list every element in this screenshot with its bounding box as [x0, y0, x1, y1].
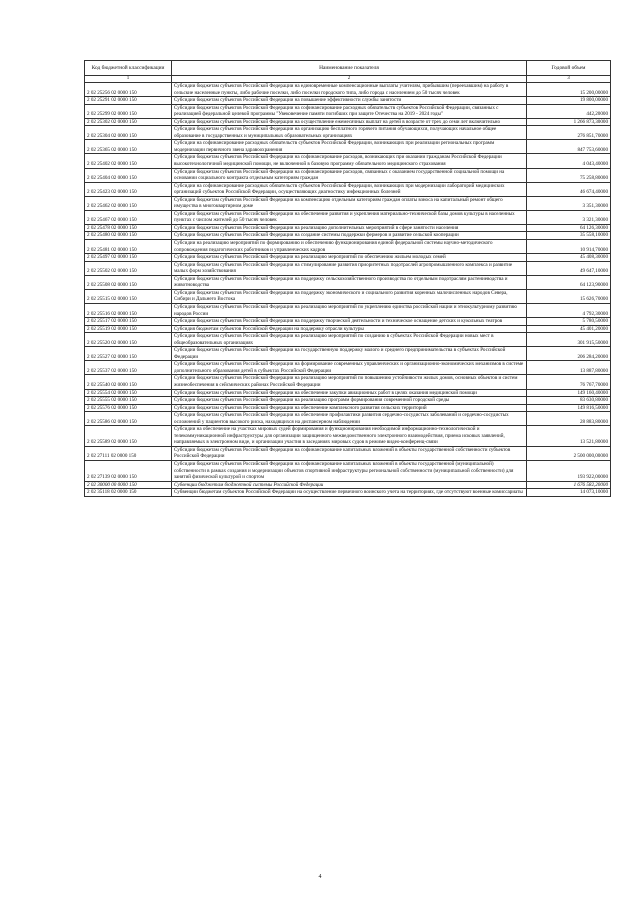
- row-amount: 1 266 873,30000: [527, 118, 611, 126]
- row-name: Субсидия бюджетам субъектов Российской Федерации на поддержку отрасли культуры: [172, 325, 527, 333]
- budget-table: [84, 60, 611, 497]
- row-amount: 13 887,80000: [527, 361, 611, 375]
- row-amount: 14 073,10000: [527, 489, 611, 497]
- row-amount: 49 647,10000: [527, 261, 611, 275]
- row-amount: 847 753,60000: [527, 140, 611, 154]
- row-code: 2 02 25527 02 0000 150: [85, 347, 172, 361]
- table-row: [85, 404, 611, 412]
- table-row-subtotal: [85, 481, 611, 489]
- row-name: Субвенции бюджетам бюджетной системы Российской Федерации: [172, 481, 527, 489]
- row-code: 2 02 25256 02 0000 150: [85, 83, 172, 97]
- row-amount: 3 351,30000: [527, 196, 611, 210]
- row-code: 2 02 25302 02 0000 150: [85, 118, 172, 126]
- row-code: 2 02 30000 00 0000 150: [85, 481, 172, 489]
- table-row: [85, 389, 611, 397]
- row-amount: 442,20000: [527, 104, 611, 118]
- row-code: 2 02 35118 02 0000 150: [85, 489, 172, 497]
- table-row: [85, 154, 611, 168]
- row-name: Субсидии бюджетам субъектов Российской Федерации на реализацию мероприятий по созданию в субъектах Российской Федерации новых мест в общеобразовательных организациях: [172, 333, 527, 347]
- row-amount: 15 200,00000: [527, 83, 611, 97]
- table-row: [85, 182, 611, 196]
- row-amount: 83 630,80000: [527, 397, 611, 405]
- column-number-2: 2: [172, 76, 527, 83]
- row-amount: 35 558,10000: [527, 232, 611, 240]
- row-name: Субсидии бюджетам субъектов Российской Федерации на единовременные компенсационные выплаты учителям, прибывшим (переехавшим) на работу в сельские населенные пункты, либо рабочие поселки, либо поселки городского типа, либо города с населением до 50 тысяч человек: [172, 83, 527, 97]
- row-amount: 75 258,80000: [527, 168, 611, 182]
- table-row: [85, 224, 611, 232]
- row-code: 2 02 25480 02 0000 150: [85, 232, 172, 240]
- row-name: Субсидии бюджетам субъектов Российской Федерации на софинансирование капитальных вложений в объекты государственной (муниципальной) собственности в рамках создания и модернизации объектов спортивной инфраструктуры региональной собственности (муниципальной собственности) для занятий физической культурой и спортом: [172, 460, 527, 481]
- row-code: 2 02 25462 02 0000 150: [85, 196, 172, 210]
- row-code: 2 02 25481 02 0000 150: [85, 240, 172, 254]
- row-name: Субсидии бюджетам субъектов Российской Федерации на повышение эффективности службы занятости: [172, 97, 527, 105]
- row-code: 2 02 27139 02 0000 150: [85, 460, 172, 481]
- row-name: Субсидии бюджетам субъектов Российской Федерации на реализацию мероприятий по повышению устойчивости жилых домов, основных объектов и систем жизнеобеспечения в сейсмических районах Российской Федерации: [172, 375, 527, 389]
- table-row: [85, 104, 611, 118]
- row-code: 2 02 25467 02 0000 150: [85, 210, 172, 224]
- row-amount: 5 780,50000: [527, 318, 611, 326]
- row-code: 2 02 25516 02 0000 150: [85, 303, 172, 317]
- row-amount: 15 626,70000: [527, 289, 611, 303]
- row-amount: 45 408,30000: [527, 254, 611, 262]
- row-name: Субсидии бюджетам субъектов Российской Федерации на создание системы поддержки фермеров и развитие сельской кооперации: [172, 232, 527, 240]
- header-amount: Годовой объем: [527, 61, 611, 76]
- row-amount: 28 883,80000: [527, 412, 611, 426]
- table-row: [85, 361, 611, 375]
- row-name: Субсидии бюджетам субъектов Российской Федерации на обеспечение профилактики развития сердечно-сосудистых заболеваний и сердечно-сосудистых осложнений у пациентов высокого риска, находящихся на диспансерном наблюдении: [172, 412, 527, 426]
- row-code: 2 02 25497 02 0000 150: [85, 254, 172, 262]
- row-name: Субсидии на софинансирование расходных обязательств субъектов Российской Федерации, возникающих при модернизации лабораторий медицинских организаций субъектов Российской Федерации, осуществляющих диагностику инфекционных болезней: [172, 182, 527, 196]
- row-name: Субсидии бюджетам субъектов Российской Федерации на реализацию мероприятий по укреплению единства российской нации и этнокультурному развитию народов России: [172, 303, 527, 317]
- row-code: 2 02 25291 02 0000 150: [85, 97, 172, 105]
- row-code: 2 02 25586 02 0000 150: [85, 412, 172, 426]
- row-code: 2 02 25589 02 0000 150: [85, 426, 172, 447]
- header-code: Код бюджетной классификации: [85, 61, 172, 76]
- row-name: Субсидии на обеспечение на участках мировых судей формирования и функционирования необходимой информационно-технологической и телекоммуникационной инфраструктуры для организации защищенного межведомственного электронного взаимодействия, приема исковых заявлений, направляемых в электронном виде, и организации участия в заседаниях мировых судов в режиме видео-конференц-связи: [172, 426, 527, 447]
- table-row: [85, 140, 611, 154]
- row-name: Субсидии бюджетам субъектов Российской Федерации на реализацию дополнительных мероприятий в сфере занятости населения: [172, 224, 527, 232]
- table-row: [85, 97, 611, 105]
- table-row: [85, 460, 611, 481]
- table-row: [85, 240, 611, 254]
- table-row: [85, 118, 611, 126]
- table-row: [85, 210, 611, 224]
- row-amount: 76 767,70000: [527, 375, 611, 389]
- row-amount: 193 922,00000: [527, 460, 611, 481]
- row-name: Субсидии бюджетам субъектов Российской Федерации на обеспечение закупки авиационных работ в целях оказания медицинской помощи: [172, 389, 527, 397]
- table-row: [85, 289, 611, 303]
- row-name: Субсидии бюджетам субъектов Российской Федерации на стимулирование развития приоритетных подотраслей агропромышленного комплекса и развитие малых форм хозяйствования: [172, 261, 527, 275]
- row-code: 2 02 25478 02 0000 150: [85, 224, 172, 232]
- row-amount: 4 792,30000: [527, 303, 611, 317]
- row-code: 2 02 25508 02 0000 150: [85, 275, 172, 289]
- row-name: Субсидии бюджетам субъектов Российской Федерации на реализацию мероприятий по обеспечению жильем молодых семей: [172, 254, 527, 262]
- row-name: Субсидии бюджетам субъектов Российской Федерации на компенсацию отдельным категориям граждан оплаты взноса на капитальный ремонт общего имущества в многоквартирном доме: [172, 196, 527, 210]
- row-name: Субсидии бюджетам субъектов Российской Федерации на поддержку сельскохозяйственного производства по отдельным подотраслям растениеводства и животноводства: [172, 275, 527, 289]
- table-row: [85, 325, 611, 333]
- table-row: [85, 397, 611, 405]
- row-amount: 19 800,00000: [527, 97, 611, 105]
- row-code: 2 02 25404 02 0000 150: [85, 168, 172, 182]
- row-amount: 206 284,20000: [527, 347, 611, 361]
- row-name: Субвенции бюджетам субъектов Российской Федерации на осуществление первичного воинского учета на территориях, где отсутствуют военные комиссариаты: [172, 489, 527, 497]
- row-code: 2 02 25402 02 0000 150: [85, 154, 172, 168]
- row-name: Субсидии бюджетам субъектов Российской Федерации на поддержку экономического и социального развития коренных малочисленных народов Севера, Сибири и Дальнего Востока: [172, 289, 527, 303]
- table-row: [85, 254, 611, 262]
- table-row: [85, 83, 611, 97]
- row-amount: 2 500 000,00000: [527, 446, 611, 460]
- table-row: [85, 232, 611, 240]
- row-code: 2 02 25520 02 0000 150: [85, 333, 172, 347]
- table-column-numbers-row: [85, 76, 611, 83]
- row-code: 2 02 25304 02 0000 150: [85, 126, 172, 140]
- row-amount: 46 674,40000: [527, 182, 611, 196]
- row-name: Субсидии бюджетам субъектов Российской Федерации на государственную поддержку малого и среднего предпринимательства в субъектах Российской Федерации: [172, 347, 527, 361]
- table-row: [85, 261, 611, 275]
- row-code: 2 02 25502 02 0000 150: [85, 261, 172, 275]
- row-name: Субсидии бюджетам субъектов Российской Федерации на софинансирование расходных обязательств субъектов Российской Федерации, связанных с реализацией федеральной целевой программы "Увековечение памяти погибших при защите Отечества на 2019 - 2024 годы": [172, 104, 527, 118]
- row-amount: 64 123,90000: [527, 275, 611, 289]
- header-name: Наименование показателя: [172, 61, 527, 76]
- row-amount: 3 321,30000: [527, 210, 611, 224]
- table-row: [85, 303, 611, 317]
- row-amount: 64 126,30000: [527, 224, 611, 232]
- row-code: 2 02 25554 02 0000 150: [85, 389, 172, 397]
- table-row: [85, 196, 611, 210]
- row-code: 2 02 25555 02 0000 150: [85, 397, 172, 405]
- row-name: Субсидии на софинансирование расходных обязательств субъектов Российской Федерации, возникающих при реализации региональных программ модернизации первичного звена здравоохранения: [172, 140, 527, 154]
- table-row: [85, 168, 611, 182]
- row-code: 2 02 25515 02 0000 150: [85, 289, 172, 303]
- row-code: 2 02 25423 02 0000 150: [85, 182, 172, 196]
- table-row: [85, 275, 611, 289]
- row-name: Субсидии бюджетам субъектов Российской Федерации на обеспечение комплексного развития сельских территорий: [172, 404, 527, 412]
- row-code: 2 02 25365 02 0000 150: [85, 140, 172, 154]
- row-amount: 149 160,40000: [527, 389, 611, 397]
- page-number: 4: [318, 874, 322, 880]
- row-code: 2 02 25517 02 0000 150: [85, 318, 172, 326]
- row-amount: 45 401,20000: [527, 325, 611, 333]
- row-code: 2 02 25299 02 0000 150: [85, 104, 172, 118]
- row-name: Субсидии на реализацию мероприятий по формированию и обеспечению функционирования единой федеральной системы научно-методического сопровождения педагогических работников и управленческих кадров: [172, 240, 527, 254]
- column-number-3: 3: [527, 76, 611, 83]
- row-name: Субсидии бюджетам субъектов Российской Федерации на реализацию программ формирования современной городской среды: [172, 397, 527, 405]
- row-amount: 13 521,80000: [527, 426, 611, 447]
- row-code: 2 02 25576 02 0000 150: [85, 404, 172, 412]
- row-code: 2 02 27111 02 0000 150: [85, 446, 172, 460]
- row-amount: 1 676 582,20000: [527, 481, 611, 489]
- table-header-row: [85, 61, 611, 76]
- row-name: Субсидии бюджетам субъектов Российской Федерации на осуществление ежемесячных выплат на детей в возрасте от трех до семи лет включительно: [172, 118, 527, 126]
- row-name: Субсидии бюджетам субъектов Российской Федерации на софинансирование капитальных вложений в объекты государственной собственности субъектов Российской Федерации: [172, 446, 527, 460]
- row-name: Субсидии бюджетам субъектов Российской Федерации на поддержку творческой деятельности и техническое оснащение детских и кукольных театров: [172, 318, 527, 326]
- table-row: [85, 333, 611, 347]
- table-row: [85, 446, 611, 460]
- row-name: Субсидии бюджетам субъектов Российской Федерации на обеспечение развития и укрепления материально-технической базы домов культуры в населенных пунктах с числом жителей до 50 тысяч человек: [172, 210, 527, 224]
- row-amount: 10 914,70000: [527, 240, 611, 254]
- row-name: Субсидии бюджетам субъектов Российской Федерации на организацию бесплатного горячего питания обучающихся, получающих начальное общее образование в государственных и муниципальных образовательных организациях: [172, 126, 527, 140]
- row-amount: 276 851,70000: [527, 126, 611, 140]
- row-name: Субсидии бюджетам субъектов Российской Федерации на софинансирование расходов, возникающих при оказании гражданам Российской Федерации высокотехнологичной медицинской помощи, не включенной в базовую программу обязательного медицинского страхования: [172, 154, 527, 168]
- table-row: [85, 347, 611, 361]
- row-amount: 4 043,40000: [527, 154, 611, 168]
- table-row: [85, 318, 611, 326]
- column-number-1: 1: [85, 76, 172, 83]
- row-code: 2 02 25540 02 0000 150: [85, 375, 172, 389]
- row-code: 2 02 25519 02 0000 150: [85, 325, 172, 333]
- table-row: [85, 426, 611, 447]
- row-name: Субсидии бюджетам субъектов Российской Федерации на формирование современных управленческих и организационно-экономических механизмов в системе дополнительного образования детей в субъектах Российской Федерации: [172, 361, 527, 375]
- table-row: [85, 126, 611, 140]
- row-amount: 149 816,50000: [527, 404, 611, 412]
- table-row: [85, 489, 611, 497]
- row-code: 2 02 25537 02 0000 150: [85, 361, 172, 375]
- table-row: [85, 375, 611, 389]
- row-name: Субсидии бюджетам субъектов Российской Федерации на софинансирование расходов, связанных с оказанием государственной социальной помощи на основании социального контракта отдельным категориям граждан: [172, 168, 527, 182]
- row-amount: 301 915,50000: [527, 333, 611, 347]
- table-row: [85, 412, 611, 426]
